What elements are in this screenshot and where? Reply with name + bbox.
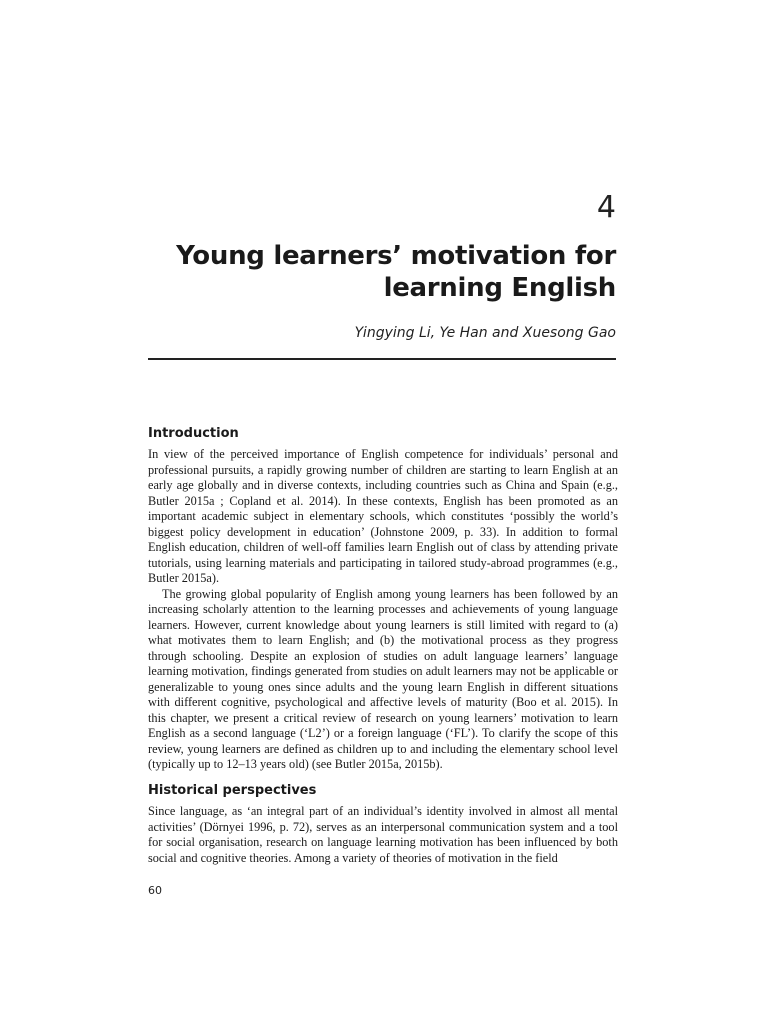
chapter-title xyxy=(96,240,616,304)
historical-perspectives-heading: Historical perspectives xyxy=(148,783,317,798)
chapter-number: 4 xyxy=(596,190,616,225)
historical-perspectives-body xyxy=(148,804,618,866)
introduction-heading: Introduction xyxy=(148,426,239,441)
chapter-title-line-2: learning English xyxy=(383,273,616,303)
historical-paragraph-1: Since language, as ‘an integral part of an individual’s identity involved in almost all mental activities’ (Dörnyei 1996, p. 72), serves as an interpersonal communication system and a tool for social organisation, research on language learning motivation has been influenced by both social and cognitive theories. Among a variety of theories of motivation in the field xyxy=(148,804,618,865)
introduction-paragraph-2: The growing global popularity of English among young learners has been followed by an increasing scholarly attention to the learning processes and achievements of young language learners. However, current knowledge about young learners is still limited with regard to (a) what motivates them to learn English; and (b) the motivational process as they progress through schooling. Despite an explosion of studies on adult language learners’ language learning motivation, findings generated from studies on adult learners may not be applicable or generalizable to young ones since adults and the young learn English in different situations with different cognitive, psychological and affective levels of maturity (Boo et al. 2015). In this chapter, we present a critical review of research on young learners’ motivation to learn English as a second language (‘L2’) or a foreign language (‘FL’). To clarify the scope of this review, young learners are defined as children up to and including the elementary school level (typically up to 12–13 years old) (see Butler 2015a, 2015b). xyxy=(148,586,618,771)
introduction-body xyxy=(148,447,618,773)
chapter-title-line-1: Young learners’ motivation for xyxy=(176,241,616,271)
introduction-paragraph-1: In view of the perceived importance of English competence for individuals’ personal and professional pursuits, a rapidly growing number of children are starting to learn English at an early age globally and in diverse contexts, including countries such as China and Spain (e.g., Butler 2015a ; Copland et al. 2014). In these contexts, English has been promoted as an important academic subject in elementary schools, which constitutes ‘possibly the world’s biggest policy development in education’ (Johnstone 2009, p. 33). In addition to formal English education, children of well-off families learn English out of class by attending private tutorials, using learning materials and participating in tailored study-abroad programmes (e.g., Butler 2015a). xyxy=(148,447,618,585)
title-divider xyxy=(148,358,616,360)
chapter-authors: Yingying Li, Ye Han and Xuesong Gao xyxy=(354,325,616,341)
page-number: 60 xyxy=(148,884,162,897)
